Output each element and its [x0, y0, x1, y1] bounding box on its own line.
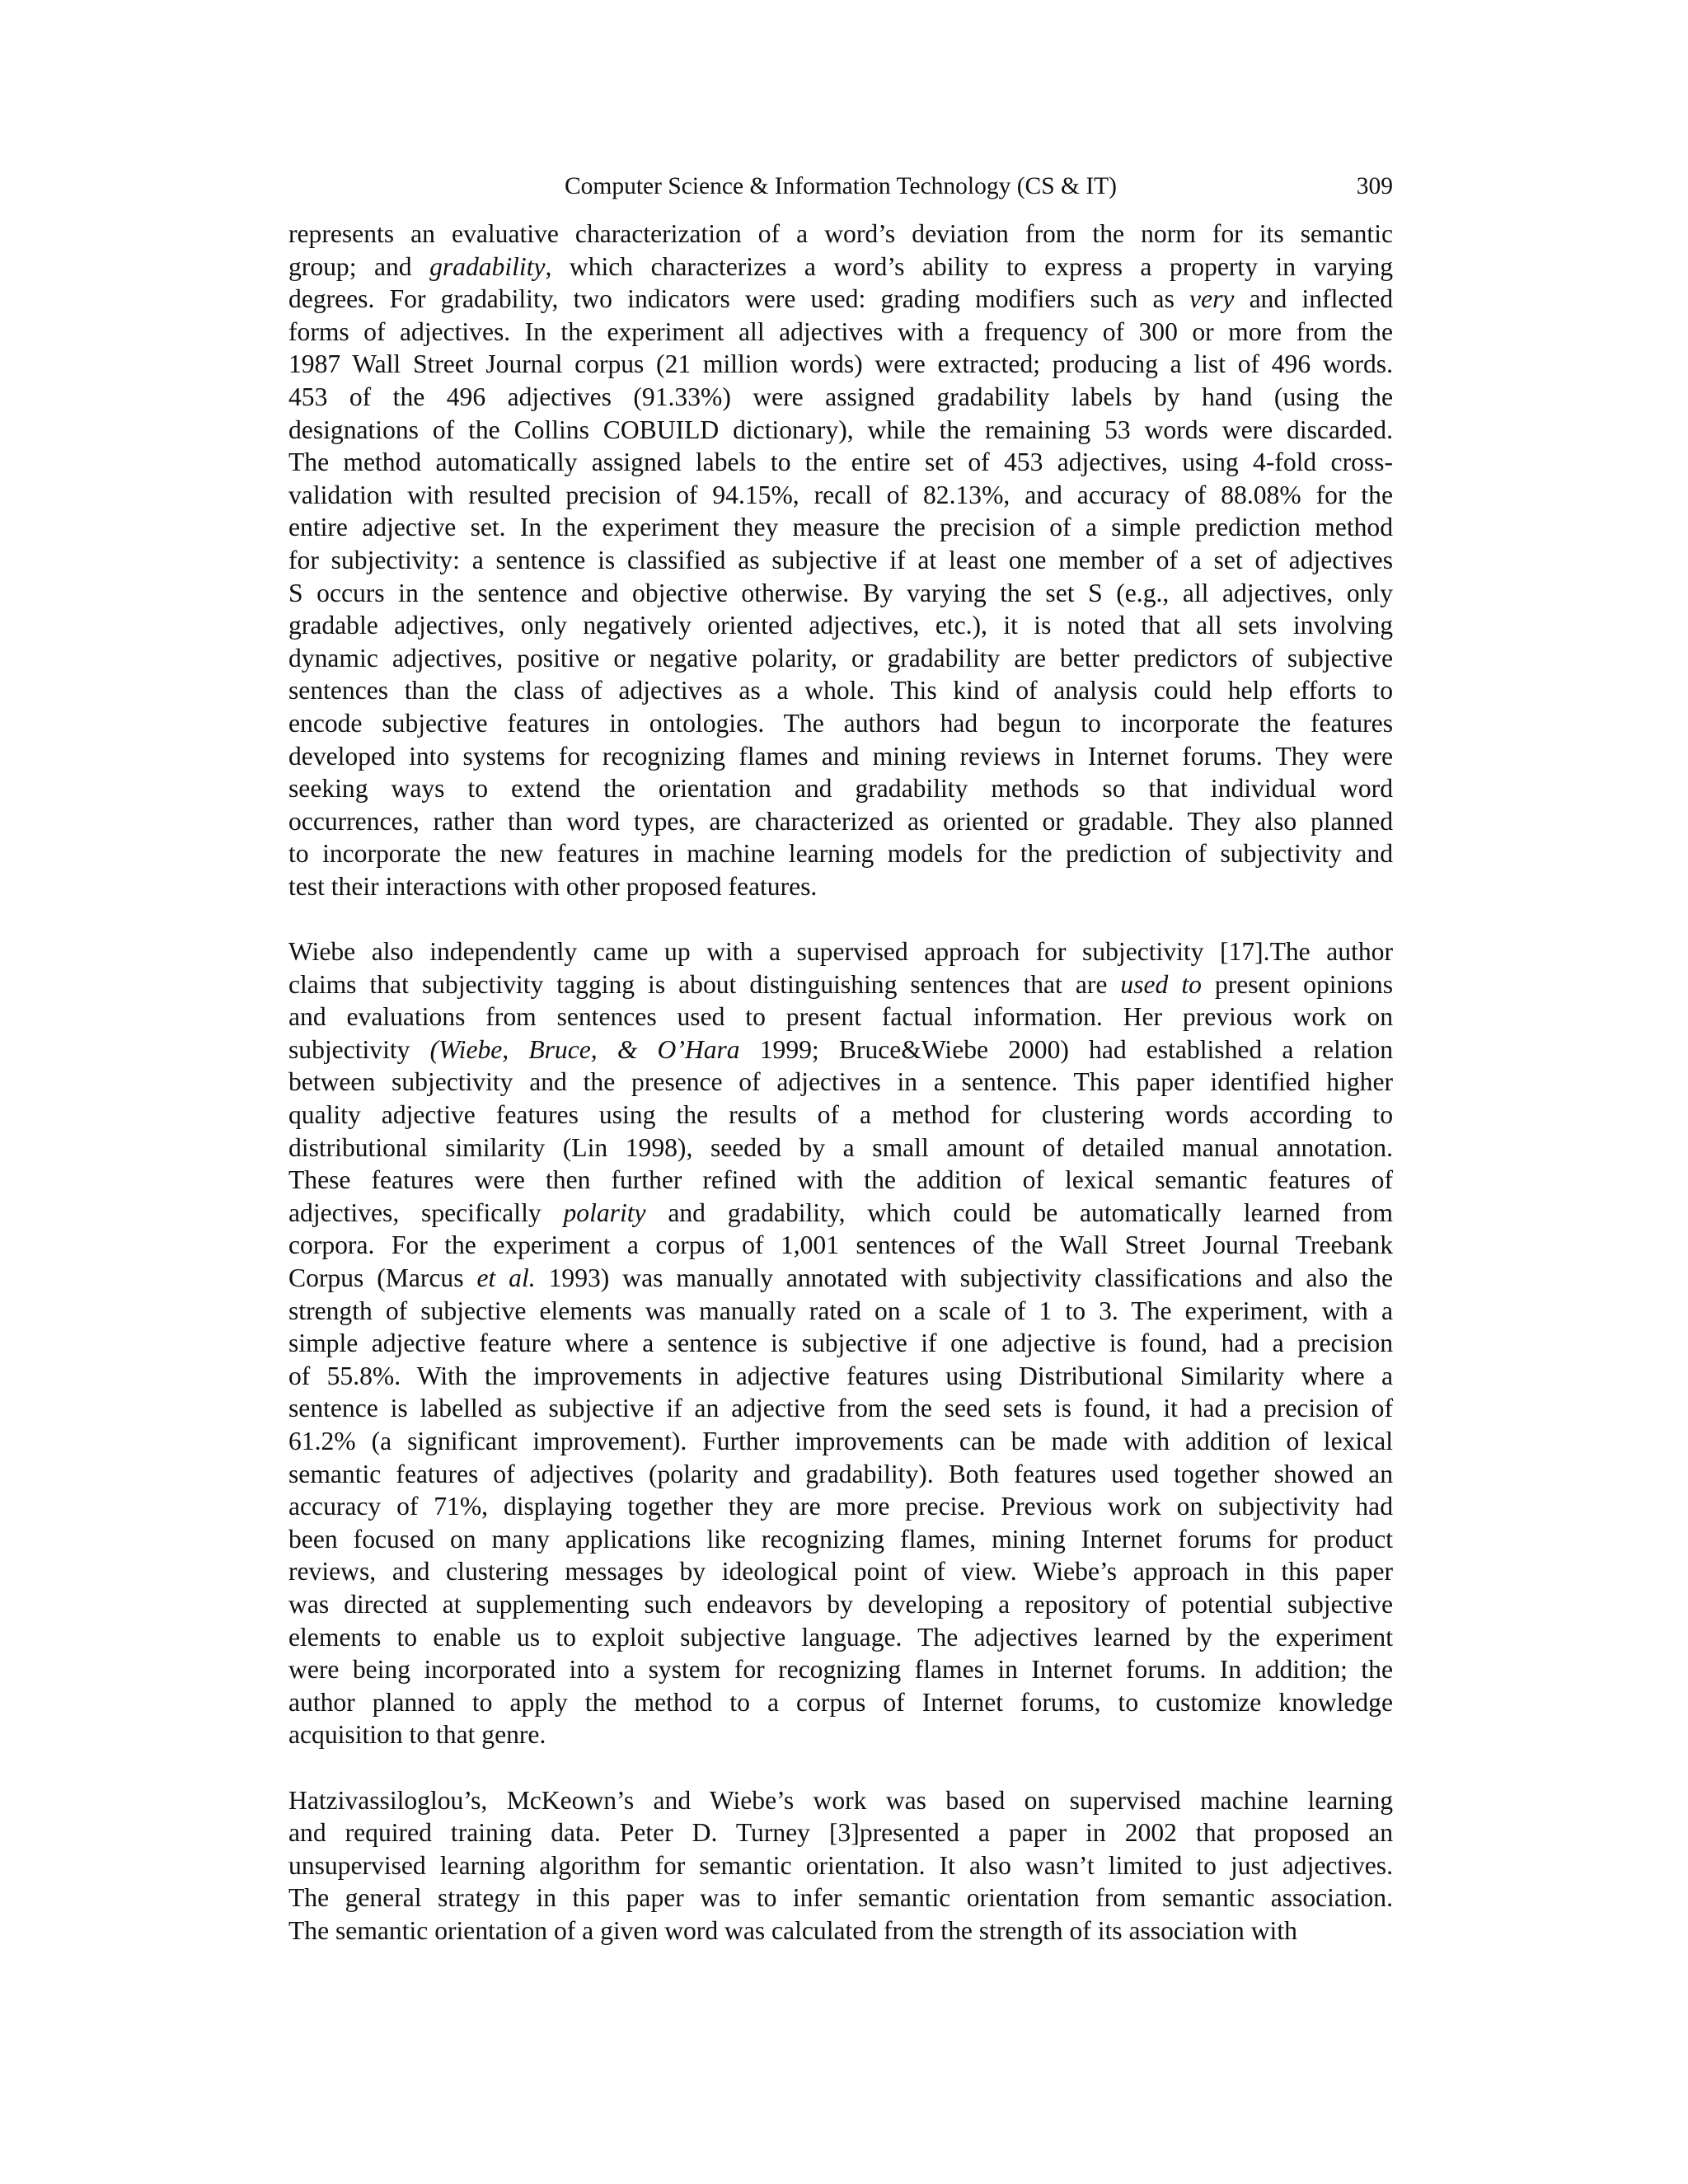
- text-line: reviews, and clustering messages by ideological point of view. Wiebe’s approach in this paper: [288, 1557, 1393, 1586]
- text-line: elements to enable us to exploit subjective language. The adjectives learned by the experiment: [288, 1622, 1393, 1652]
- text-line: seeking ways to extend the orientation and gradability methods so that individual word: [288, 774, 1393, 804]
- text-line: adjectives, specifically polarity and gradability, which could be automatically learned from: [288, 1197, 1393, 1227]
- text-line: entire adjective set. In the experiment they measure the precision of a simple prediction method: [288, 513, 1393, 542]
- text-line: were being incorporated into a system for recognizing flames in Internet forums. In addition; the: [288, 1655, 1393, 1685]
- text-line: dynamic adjectives, positive or negative polarity, or gradability are better predictors of subjective: [288, 643, 1393, 673]
- text-line: The general strategy in this paper was to infer semantic orientation from semantic association.: [288, 1883, 1393, 1913]
- text-line: for subjectivity: a sentence is classified as subjective if at least one member of a set of adjectives: [288, 545, 1393, 574]
- text-line: and evaluations from sentences used to present factual information. Her previous work on: [288, 1002, 1393, 1032]
- text-line: unsupervised learning algorithm for semantic orientation. It also wasn’t limited to just adjectives.: [288, 1850, 1393, 1880]
- text-line: Hatzivassiloglou’s, McKeown’s and Wiebe’s work was based on supervised machine learning: [288, 1785, 1393, 1815]
- text-line: encode subjective features in ontologies. The authors had begun to incorporate the features: [288, 708, 1393, 738]
- text-line: quality adjective features using the results of a method for clustering words according to: [288, 1100, 1393, 1130]
- text-line: distributional similarity (Lin 1998), seeded by a small amount of detailed manual annotation.: [288, 1132, 1393, 1162]
- text-line: represents an evaluative characterization of a word’s deviation from the norm for its semantic: [288, 219, 1393, 248]
- text-line: to incorporate the new features in machine learning models for the prediction of subjectivity and: [288, 839, 1393, 869]
- text-line: The method automatically assigned labels to the entire set of 453 adjectives, using 4-fold cross-: [288, 448, 1393, 477]
- text-line: 1987 Wall Street Journal corpus (21 million words) were extracted; producing a list of 496 words.: [288, 349, 1393, 379]
- body-text: [288, 218, 1393, 1980]
- text-line: Corpus (Marcus et al. 1993) was manually annotated with subjectivity classifications and also the: [288, 1263, 1393, 1292]
- text-line: designations of the Collins COBUILD dictionary), while the remaining 53 words were discarded.: [288, 415, 1393, 444]
- text-line: between subjectivity and the presence of adjectives in a sentence. This paper identified higher: [288, 1067, 1393, 1097]
- journal-title: Computer Science & Information Technology (CS & IT): [564, 173, 1118, 199]
- text-line: S occurs in the sentence and objective otherwise. By varying the set S (e.g., all adjectives, only: [288, 578, 1393, 607]
- text-line: subjectivity (Wiebe, Bruce, & O’Hara 1999; Bruce&Wiebe 2000) had established a relation: [288, 1034, 1393, 1064]
- text-line: accuracy of 71%, displaying together they are more precise. Previous work on subjectivity had: [288, 1492, 1393, 1521]
- text-line: occurrences, rather than word types, are characterized as oriented or gradable. They also planned: [288, 806, 1393, 836]
- text-line: These features were then further refined with the addition of lexical semantic features of: [288, 1165, 1393, 1195]
- paragraph-2: [288, 935, 1393, 1751]
- text-line: 61.2% (a significant improvement). Further improvements can be made with addition of lexical: [288, 1426, 1393, 1455]
- running-header: [288, 170, 1393, 203]
- text-line: group; and gradability, which characterizes a word’s ability to express a property in varying: [288, 251, 1393, 281]
- text-line: simple adjective feature where a sentence is subjective if one adjective is found, had a precision: [288, 1329, 1393, 1358]
- text-line: corpora. For the experiment a corpus of 1,001 sentences of the Wall Street Journal Treebank: [288, 1230, 1393, 1260]
- text-line: acquisition to that genre.: [288, 1720, 546, 1750]
- text-line: semantic features of adjectives (polarity and gradability). Both features used together showed an: [288, 1459, 1393, 1488]
- paragraph-3: [288, 1784, 1393, 1947]
- text-line: author planned to apply the method to a corpus of Internet forums, to customize knowledge: [288, 1687, 1393, 1717]
- text-line: forms of adjectives. In the experiment all adjectives with a frequency of 300 or more from the: [288, 316, 1393, 346]
- text-line: sentence is labelled as subjective if an adjective from the seed sets is found, it had a precision of: [288, 1394, 1393, 1423]
- text-line: sentences than the class of adjectives as a whole. This kind of analysis could help efforts to: [288, 676, 1393, 705]
- text-line: The semantic orientation of a given word was calculated from the strength of its association with: [288, 1915, 1297, 1945]
- text-line: and required training data. Peter D. Turney [3]presented a paper in 2002 that proposed an: [288, 1818, 1393, 1848]
- text-line: validation with resulted precision of 94.15%, recall of 82.13%, and accuracy of 88.08% for the: [288, 480, 1393, 509]
- text-line: claims that subjectivity tagging is about distinguishing sentences that are used to present opinions: [288, 969, 1393, 999]
- text-line: strength of subjective elements was manually rated on a scale of 1 to 3. The experiment, with a: [288, 1296, 1393, 1325]
- text-line: 453 of the 496 adjectives (91.33%) were assigned gradability labels by hand (using the: [288, 382, 1393, 411]
- text-line: developed into systems for recognizing flames and mining reviews in Internet forums. They were: [288, 741, 1393, 771]
- text-line: of 55.8%. With the improvements in adjective features using Distributional Similarity where a: [288, 1361, 1393, 1390]
- text-line: been focused on many applications like recognizing flames, mining Internet forums for product: [288, 1524, 1393, 1554]
- text-line: gradable adjectives, only negatively oriented adjectives, etc.), it is noted that all sets involving: [288, 611, 1393, 640]
- paragraph-1: [288, 218, 1393, 902]
- page-number: 309: [1356, 173, 1393, 199]
- text-line: test their interactions with other proposed features.: [288, 871, 818, 901]
- text-line: was directed at supplementing such endeavors by developing a repository of potential subjective: [288, 1589, 1393, 1619]
- text-line: degrees. For gradability, two indicators were used: grading modifiers such as very and inflected: [288, 284, 1393, 314]
- text-line: Wiebe also independently came up with a supervised approach for subjectivity [17].The author: [288, 937, 1393, 967]
